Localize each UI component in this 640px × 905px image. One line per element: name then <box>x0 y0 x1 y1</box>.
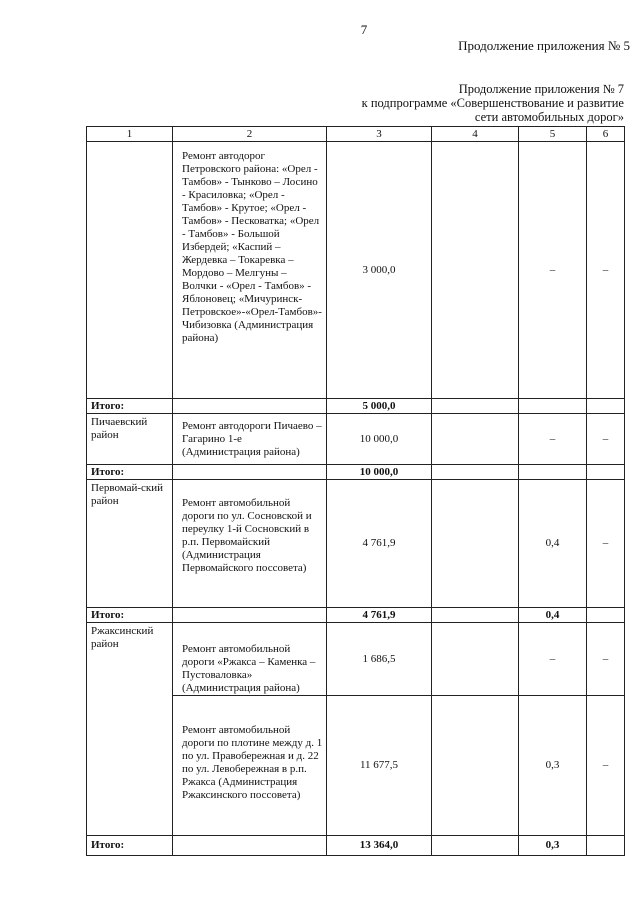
project-cell: Ремонт автомобильной дороги по ул. Сосновской и переулку 1-й Сосновский в р.п. Первомайский (Администрация Первомайского поссовета) <box>173 480 327 608</box>
col6-cell: – <box>587 142 625 399</box>
column-header: 5 <box>519 127 587 142</box>
empty-cell <box>432 608 519 623</box>
table-row <box>87 623 625 696</box>
appendix-header-line: к подпрограмме «Совершенствование и развитие <box>361 96 624 110</box>
total-amount: 13 364,0 <box>327 836 432 856</box>
total-row <box>87 465 625 480</box>
col6-cell: – <box>587 480 625 608</box>
col4-cell <box>432 414 519 465</box>
total-amount: 5 000,0 <box>327 399 432 414</box>
column-header: 3 <box>327 127 432 142</box>
appendix-header-line: Продолжение приложения № 7 <box>458 82 624 96</box>
col4-cell <box>432 696 519 836</box>
amount-cell: 11 677,5 <box>327 696 432 836</box>
amount-cell: 3 000,0 <box>327 142 432 399</box>
col6-cell: – <box>587 623 625 696</box>
col4-cell <box>432 142 519 399</box>
col5-cell: 0,4 <box>519 480 587 608</box>
col4-cell <box>432 623 519 696</box>
empty-cell <box>587 608 625 623</box>
total-col5 <box>519 399 587 414</box>
table-row <box>87 414 625 465</box>
total-row <box>87 836 625 856</box>
total-row <box>87 608 625 623</box>
column-header: 4 <box>432 127 519 142</box>
col5-cell: – <box>519 142 587 399</box>
project-cell: Ремонт автодороги Пичаево – Гагарино 1-е (Администрация района) <box>173 414 327 465</box>
col5-cell: – <box>519 414 587 465</box>
table-header-row <box>87 127 625 142</box>
amount-cell: 10 000,0 <box>327 414 432 465</box>
empty-cell <box>587 836 625 856</box>
district-cell: Пичаевский район <box>87 414 173 465</box>
total-col5: 0,3 <box>519 836 587 856</box>
col5-cell: – <box>519 623 587 696</box>
district-cell: Ржаксинский район <box>87 623 173 836</box>
empty-cell <box>173 608 327 623</box>
roads-table <box>86 126 625 856</box>
table-row <box>87 480 625 608</box>
empty-cell <box>173 465 327 480</box>
project-cell: Ремонт автомобильной дороги по плотине между д. 1 по ул. Правобережная и д. 22 по ул. Левобережная в р.п. Ржакса (Администрация Ржаксинского поссовета) <box>173 696 327 836</box>
appendix-header-line: сети автомобильных дорог» <box>474 110 624 124</box>
amount-cell: 4 761,9 <box>327 480 432 608</box>
total-amount: 4 761,9 <box>327 608 432 623</box>
col4-cell <box>432 480 519 608</box>
total-col5 <box>519 465 587 480</box>
total-label: Итого: <box>87 608 173 623</box>
empty-cell <box>173 399 327 414</box>
column-header: 2 <box>173 127 327 142</box>
total-amount: 10 000,0 <box>327 465 432 480</box>
page-number: 7 <box>360 22 368 37</box>
total-col5: 0,4 <box>519 608 587 623</box>
column-header: 1 <box>87 127 173 142</box>
col5-cell: 0,3 <box>519 696 587 836</box>
empty-cell <box>587 399 625 414</box>
col6-cell: – <box>587 696 625 836</box>
table-row <box>87 142 625 399</box>
empty-cell <box>432 465 519 480</box>
district-cell: Первомай-ский район <box>87 480 173 608</box>
appendix-header <box>362 82 624 124</box>
project-cell: Ремонт автомобильной дороги «Ржакса – Каменка – Пустоваловка» (Администрация района) <box>173 623 327 696</box>
total-label: Итого: <box>87 399 173 414</box>
empty-cell <box>587 465 625 480</box>
col6-cell: – <box>587 414 625 465</box>
empty-cell <box>173 836 327 856</box>
empty-cell <box>432 836 519 856</box>
column-header: 6 <box>587 127 625 142</box>
total-row <box>87 399 625 414</box>
total-label: Итого: <box>87 836 173 856</box>
project-cell: Ремонт автодорог Петровского района: «Орел - Тамбов» - Тынково – Лосино - Красиловка; «Орел - Тамбов» - Крутое; «Орел - Тамбов» - Песковатка; «Орел - Тамбов» - Большой Избердей; «Каспий – Жердевка – Токаревка – Мордово – Мелгуны – Волчки - «Орел - Тамбов» - Яблоновец; «Мичуринск-Петровское»-«Орел-Тамбов»-Чибизовка (Администрация района) <box>173 142 327 399</box>
amount-cell: 1 686,5 <box>327 623 432 696</box>
total-label: Итого: <box>87 465 173 480</box>
district-cell <box>87 142 173 399</box>
continuation-label: Продолжение приложения № 5 <box>458 38 630 53</box>
empty-cell <box>432 399 519 414</box>
